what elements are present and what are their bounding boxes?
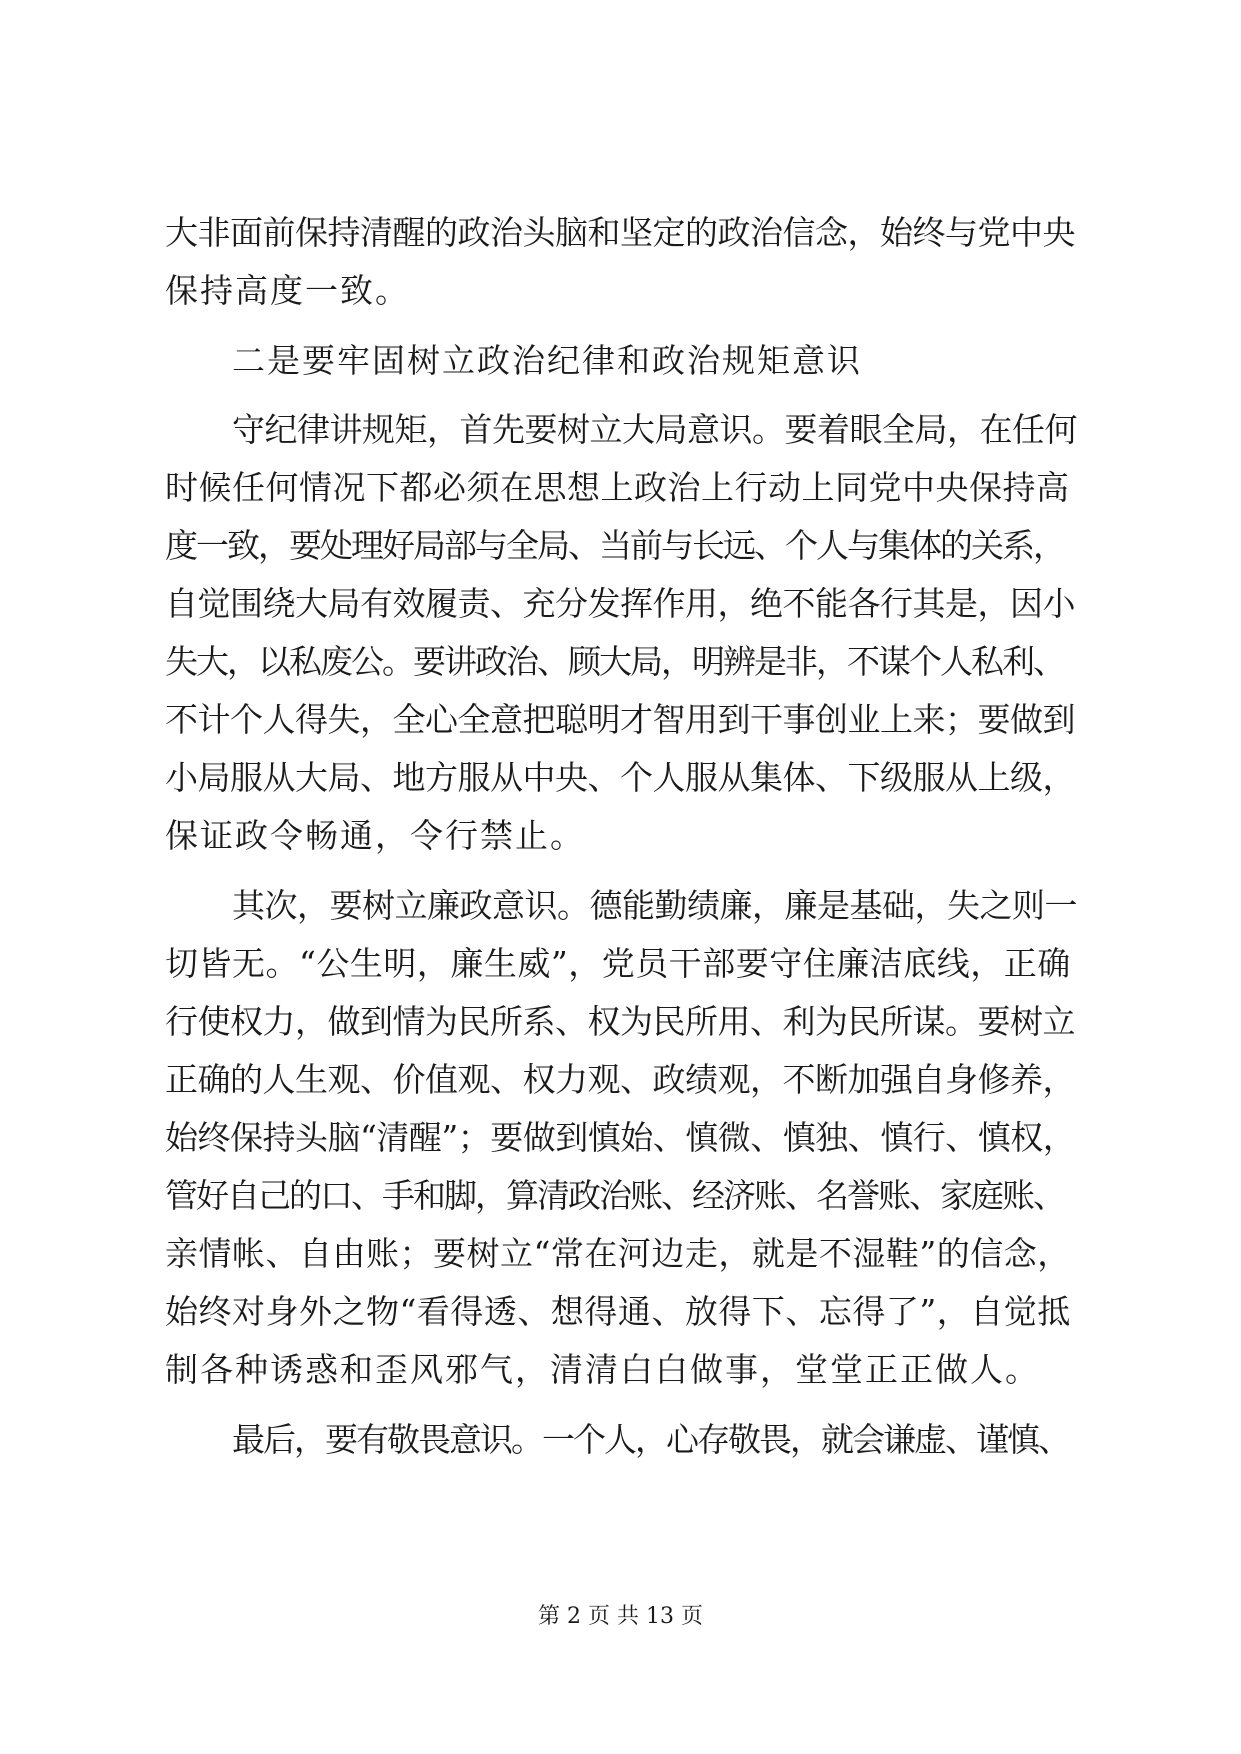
text-line: 守纪律讲规矩，首先要树立大局意识。要着眼全局，在任何 xyxy=(232,410,1077,449)
text-line: 始终对身外之物“看得透、想得通、放得下、忘得了”，自觉抵 xyxy=(165,1292,1071,1331)
text-line: 其次，要树立廉政意识。德能勤绩廉，廉是基础，失之则一 xyxy=(232,886,1077,925)
text-line: 正确的人生观、价值观、权力观、政绩观，不断加强自身修养， xyxy=(165,1060,1075,1099)
section-heading: 二是要牢固树立政治纪律和政治规矩意识 xyxy=(232,341,862,380)
text-line: 管好自己的口、手和脚，算清政治账、经济账、名誉账、家庭账、 xyxy=(165,1176,1064,1215)
text-line: 始终保持头脑“清醒”；要做到慎始、慎微、慎独、慎行、慎权， xyxy=(165,1118,1076,1157)
text-line: 自觉围绕大局有效履责、充分发挥作用，绝不能各行其是，因小 xyxy=(165,584,1075,623)
text-line: 失大，以私废公。要讲政治、顾大局，明辨是非，不谋个人私利、 xyxy=(165,642,1064,681)
page-footer: 第 2 页 共 13 页 xyxy=(538,1604,703,1629)
text-line: 度一致，要处理好局部与全局、当前与长远、个人与集体的关系， xyxy=(165,526,1064,565)
text-line: 最后，要有敬畏意识。一个人，心存敬畏，就会谦虚、谨慎、 xyxy=(232,1420,1069,1459)
text-line: 小局服从大局、地方服从中央、个人服从集体、下级服从上级， xyxy=(165,758,1075,797)
text-line: 不计个人得失，全心全意把聪明才智用到干事创业上来；要做到 xyxy=(165,700,1075,739)
text-line: 行使权力，做到情为民所系、权为民所用、利为民所谋。要树立 xyxy=(165,1002,1075,1041)
text-line: 保证政令畅通，令行禁止。 xyxy=(165,816,585,855)
text-line: 保持高度一致。 xyxy=(165,271,410,310)
text-line: 大非面前保持清醒的政治头脑和坚定的政治信念，始终与党中央 xyxy=(165,213,1075,252)
text-line: 制各种诱惑和歪风邪气，清清白白做事，堂堂正正做人。 xyxy=(165,1350,1040,1389)
text-line: 切皆无。“公生明，廉生威”，党员干部要守住廉洁底线，正确 xyxy=(165,944,1071,983)
text-line: 时候任何情况下都必须在思想上政治上行动上同党中央保持高 xyxy=(165,468,1070,507)
text-line: 亲情帐、自由账；要树立“常在河边走，就是不湿鞋”的信念， xyxy=(165,1234,1071,1273)
